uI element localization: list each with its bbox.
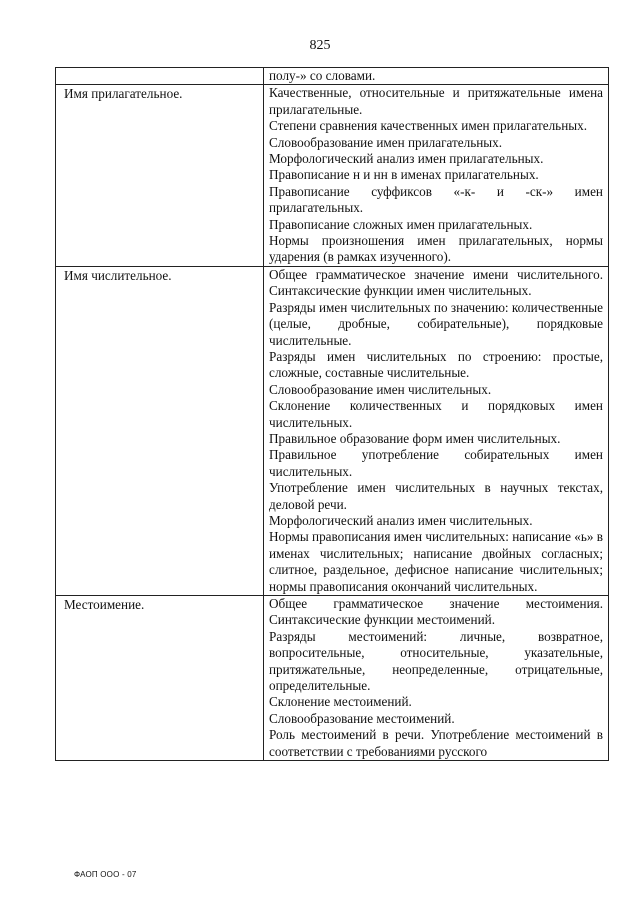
table-row bbox=[56, 266, 609, 595]
topic-cell bbox=[56, 266, 264, 595]
list-item: полу-» со словами. bbox=[269, 68, 376, 83]
items-cell bbox=[264, 266, 609, 595]
list-item: Морфологический анализ имен числительных. bbox=[269, 512, 533, 528]
footer-code: ФАОП ООО - 07 bbox=[74, 870, 137, 879]
list-item: Качественные, относительные и притяжательные имена прилагательные. bbox=[269, 85, 603, 117]
list-item: Роль местоимений в речи. Употребление местоимений в соответствии с требованиями русского bbox=[269, 727, 603, 759]
page-number: 825 bbox=[309, 38, 331, 53]
topic-cell bbox=[56, 68, 264, 85]
list-item: Нормы правописания имен числительных: написание «ь» в именах числительных; написание двойных согласных; слитное, раздельное, дефисное написание числительных; нормы правописания окончаний числительных. bbox=[269, 529, 603, 594]
table-row bbox=[56, 596, 609, 761]
list-item: Правильное употребление собирательных имен числительных. bbox=[269, 447, 603, 479]
list-item: Словообразование местоимений. bbox=[269, 710, 455, 726]
table-row bbox=[56, 68, 609, 85]
list-item: Правописание н и нн в именах прилагательных. bbox=[269, 167, 539, 183]
curriculum-table bbox=[55, 67, 609, 761]
topic-label: Имя прилагательное. bbox=[64, 86, 183, 102]
list-item: Правильное образование форм имен числительных. bbox=[269, 430, 561, 446]
list-item: Склонение местоимений. bbox=[269, 694, 412, 710]
list-item: Словообразование имен прилагательных. bbox=[269, 134, 503, 150]
list-item: Правописание сложных имен прилагательных. bbox=[269, 216, 533, 232]
topic-cell bbox=[56, 85, 264, 266]
list-item: Разряды местоимений: личные, возвратное, вопросительные, относительные, указательные, притяжательные, неопределенные, отрицательные, определительные. bbox=[269, 628, 603, 694]
topic-label: Имя числительное. bbox=[64, 267, 172, 283]
list-item: Правописание суффиксов «-к- и -ск-» имен прилагательных. bbox=[269, 183, 603, 216]
items-cell bbox=[264, 596, 609, 761]
list-item: Употребление имен числительных в научных текстах, деловой речи. bbox=[269, 480, 603, 512]
topic-cell bbox=[56, 596, 264, 761]
list-item: Степени сравнения качественных имен прилагательных. bbox=[269, 118, 587, 134]
table-row bbox=[56, 85, 609, 266]
list-item: Нормы произношения имен прилагательных, нормы ударения (в рамках изученного). bbox=[269, 233, 603, 265]
items-cell bbox=[264, 68, 609, 85]
list-item: Общее грамматическое значение местоимения. Синтаксические функции местоимений. bbox=[269, 596, 603, 628]
list-item: Морфологический анализ имен прилагательных. bbox=[269, 151, 544, 167]
items-cell bbox=[264, 85, 609, 266]
list-item: Общее грамматическое значение имени числительного. Синтаксические функции имен числительных. bbox=[269, 266, 603, 299]
list-item: Словообразование имен числительных. bbox=[269, 381, 492, 397]
list-item: Разряды имен числительных по значению: количественные (целые, дробные, собирательные), порядковые числительные. bbox=[269, 299, 603, 348]
list-item: Разряды имен числительных по строению: простые, сложные, составные числительные. bbox=[269, 348, 603, 381]
topic-label: Местоимение. bbox=[64, 597, 145, 612]
list-item: Склонение количественных и порядковых имен числительных. bbox=[269, 398, 603, 430]
